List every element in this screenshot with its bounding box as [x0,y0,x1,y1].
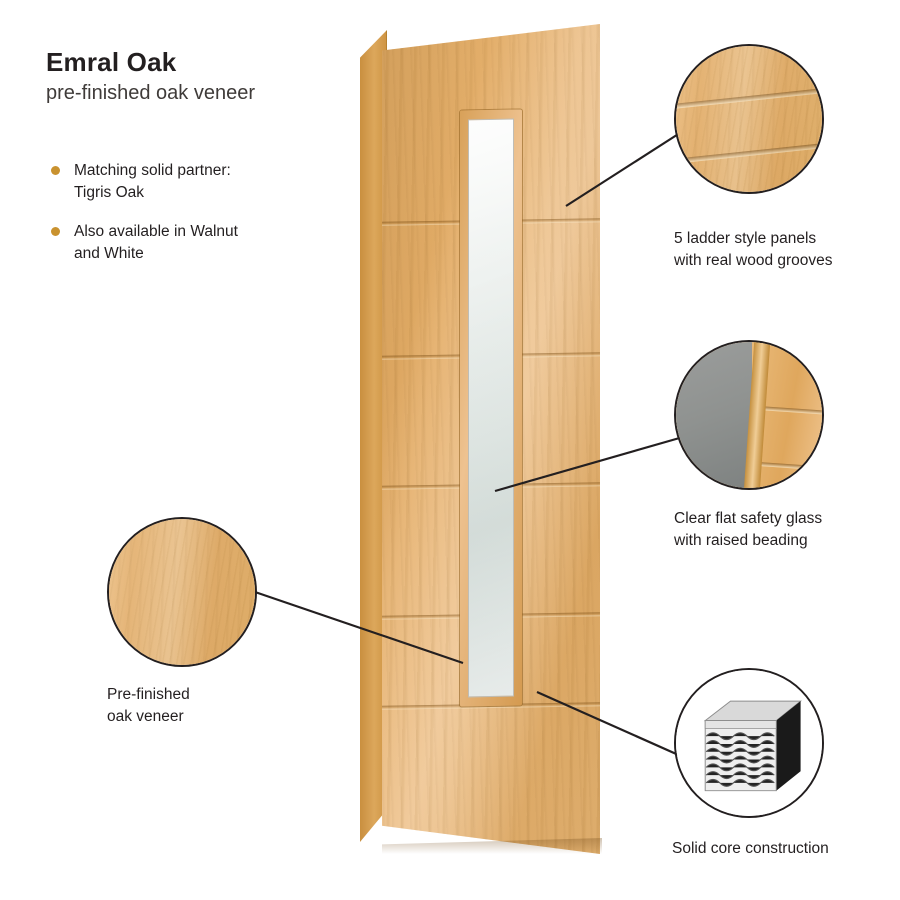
callout-circle-veneer [107,517,257,667]
bullet-dot-icon [51,227,60,236]
callout-caption-panels [674,228,884,272]
bullet-dot-icon [51,166,60,175]
list-item [48,221,348,265]
list-item [48,160,348,204]
title-block [46,48,376,105]
callout-caption-veneer [107,684,297,728]
list-item-line-1: Also available in Walnut [74,223,238,240]
caption-line-1: Clear flat safety glass [674,510,823,527]
glass-pane [468,119,514,698]
page-subtitle: pre-finished oak veneer [46,81,256,104]
callout-shading [676,46,822,192]
callout-caption-glass [674,508,889,552]
callout-circle-glass [674,340,824,490]
callout-circle-panels [674,44,824,194]
list-item-line-2: Tigris Oak [74,184,145,201]
caption-line-2: oak veneer [107,708,184,725]
caption-line-2: with real wood grooves [674,252,833,269]
door-face [382,24,600,854]
list-item-line-1: Matching solid partner: [74,162,231,179]
caption-line-2: with raised beading [674,532,808,549]
caption-line-1: Pre-finished [107,686,190,703]
solid-core-block-icon [676,670,822,816]
glazed-aperture-frame [460,109,522,706]
door-illustration [360,24,610,854]
caption-line-1: Solid core construction [672,840,829,857]
caption-line-1: 5 ladder style panels [674,230,817,247]
glass-reflection [469,120,513,697]
list-item-line-2: and White [74,245,144,262]
glass-pane-detail [676,342,752,488]
callout-shading [109,519,255,665]
callout-circle-core [674,668,824,818]
page-title: Emral Oak [46,47,177,77]
feature-bullet-list [48,160,348,282]
door-bottom-shadow [382,838,602,854]
callout-caption-core [672,838,892,860]
